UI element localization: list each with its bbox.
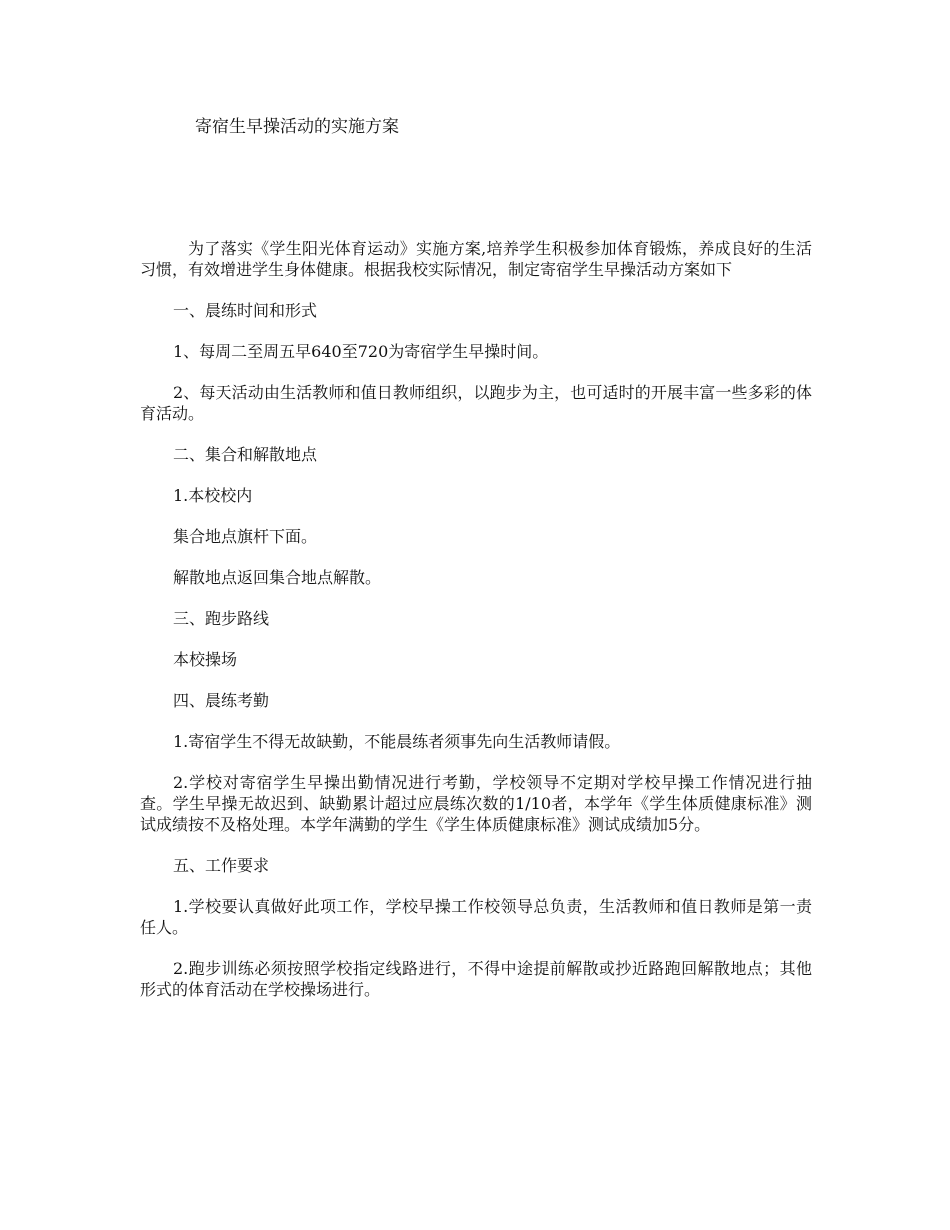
- section-heading-route: 三、跑步路线: [173, 609, 270, 628]
- paragraph: 2.跑步训练必须按照学校指定线路进行，不得中途提前解散或抄近路跑回解散地点；其他形式的体育活动在学校操场进行。: [140, 959, 812, 999]
- document-body: [140, 238, 812, 1020]
- paragraph: 2.学校对寄宿学生早操出勤情况进行考勤，学校领导不定期对学校早操工作情况进行抽查。学生早操无故迟到、缺勤累计超过应晨练次数的1/10者，本学年《学生体质健康标准》测试成绩按不及格处理。本学年满勤的学生《学生体质健康标准》测试成绩加5分。: [140, 773, 812, 834]
- section-heading-gathering: 二、集合和解散地点: [173, 445, 318, 464]
- section-heading-morning-time: 一、晨练时间和形式: [173, 301, 318, 320]
- document-title: 寄宿生早操活动的实施方案: [195, 117, 399, 137]
- paragraph: 1.寄宿学生不得无故缺勤，不能晨练者须事先向生活教师请假。: [173, 732, 621, 751]
- paragraph: 1、每周二至周五早640至720为寄宿学生早操时间。: [173, 342, 549, 361]
- paragraph-intro: 为了落实《学生阳光体育运动》实施方案,培养学生积极参加体育锻炼，养成良好的生活习惯，有效增进学生身体健康。根据我校实际情况，制定寄宿学生早操活动方案如下: [140, 239, 812, 279]
- paragraph: 1.学校要认真做好此项工作，学校早操工作校领导总负责，生活教师和值日教师是第一责任人。: [140, 897, 812, 937]
- paragraph: 解散地点返回集合地点解散。: [173, 568, 382, 587]
- paragraph: 本校操场: [173, 650, 238, 669]
- paragraph: 2、每天活动由生活教师和值日教师组织，以跑步为主，也可适时的开展丰富一些多彩的体育活动。: [140, 383, 812, 423]
- section-heading-requirements: 五、工作要求: [173, 856, 270, 875]
- paragraph: 1.本校校内: [173, 486, 253, 505]
- section-heading-attendance: 四、晨练考勤: [173, 691, 270, 710]
- paragraph: 集合地点旗杆下面。: [173, 527, 318, 546]
